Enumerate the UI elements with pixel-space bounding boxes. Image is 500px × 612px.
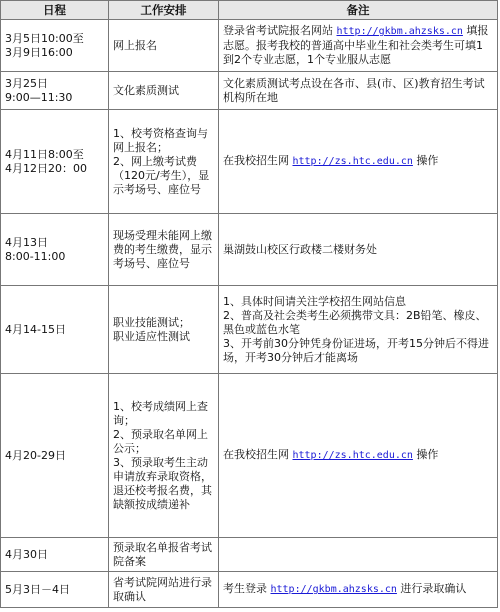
date-cell: 3月5日10:00至 3月9日16:00 [1, 20, 109, 72]
table-row [1, 374, 498, 538]
work-cell: 现场受理未能网上缴费的考生缴费，显示考场号、座位号 [109, 214, 219, 286]
header-note: 备注 [219, 1, 498, 20]
registration-link[interactable]: http://gkbm.ahzsks.cn [336, 26, 463, 37]
date-cell: 4月13日 8:00-11:00 [1, 214, 109, 286]
date-cell: 4月14-15日 [1, 286, 109, 374]
registration-link[interactable]: http://gkbm.ahzsks.cn [270, 584, 397, 595]
header-work: 工作安排 [109, 1, 219, 20]
work-cell: 1、校考资格查询与网上报名； 2、网上缴考试费（120元/考生），显示考场号、座位号 [109, 110, 219, 214]
note-cell: 在我校招生网 http://zs.htc.edu.cn 操作 [219, 374, 498, 538]
school-admission-link[interactable]: http://zs.htc.edu.cn [292, 450, 413, 461]
table-row [1, 72, 498, 110]
note-cell: 1、具体时间请关注学校招生网站信息 2、普高及社会类考生必须携带文具：2B铅笔、橡皮、黑色或蓝色水笔 3、开考前30分钟凭身份证进场，开考15分钟后不得进场，开考30分钟后才能离场 [219, 286, 498, 374]
work-cell: 1、校考成绩网上查询； 2、预录取名单网上公示； 3、预录取考生主动申请放弃录取资格，退还校考报名费，其缺额按成绩递补 [109, 374, 219, 538]
work-cell: 预录取名单报省考试院备案 [109, 538, 219, 572]
note-cell: 登录省考试院报名网站 http://gkbm.ahzsks.cn 填报志愿。报考我校的普通高中毕业生和社会类考生可填1到2个专业志愿，1个专业服从志愿 [219, 20, 498, 72]
header-date: 日程 [1, 1, 109, 20]
table-row [1, 572, 498, 608]
note-cell [219, 538, 498, 572]
header-row [1, 1, 498, 20]
school-admission-link[interactable]: http://zs.htc.edu.cn [292, 156, 413, 167]
work-cell: 省考试院网站进行录取确认 [109, 572, 219, 608]
note-cell: 文化素质测试考点设在各市、县(市、区)教育招生考试机构所在地 [219, 72, 498, 110]
date-cell: 4月30日 [1, 538, 109, 572]
work-cell: 文化素质测试 [109, 72, 219, 110]
date-cell: 4月20-29日 [1, 374, 109, 538]
table-row [1, 20, 498, 72]
table-row [1, 110, 498, 214]
note-cell: 巢湖鼓山校区行政楼二楼财务处 [219, 214, 498, 286]
date-cell: 3月25日 9:00—11:30 [1, 72, 109, 110]
table-row [1, 286, 498, 374]
note-cell: 考生登录 http://gkbm.ahzsks.cn 进行录取确认 [219, 572, 498, 608]
work-cell: 职业技能测试； 职业适应性测试 [109, 286, 219, 374]
note-cell: 在我校招生网 http://zs.htc.edu.cn 操作 [219, 110, 498, 214]
table-row [1, 214, 498, 286]
date-cell: 5月3日－4日 [1, 572, 109, 608]
table-row [1, 538, 498, 572]
work-cell: 网上报名 [109, 20, 219, 72]
date-cell: 4月11日8:00至 4月12日20：00 [1, 110, 109, 214]
